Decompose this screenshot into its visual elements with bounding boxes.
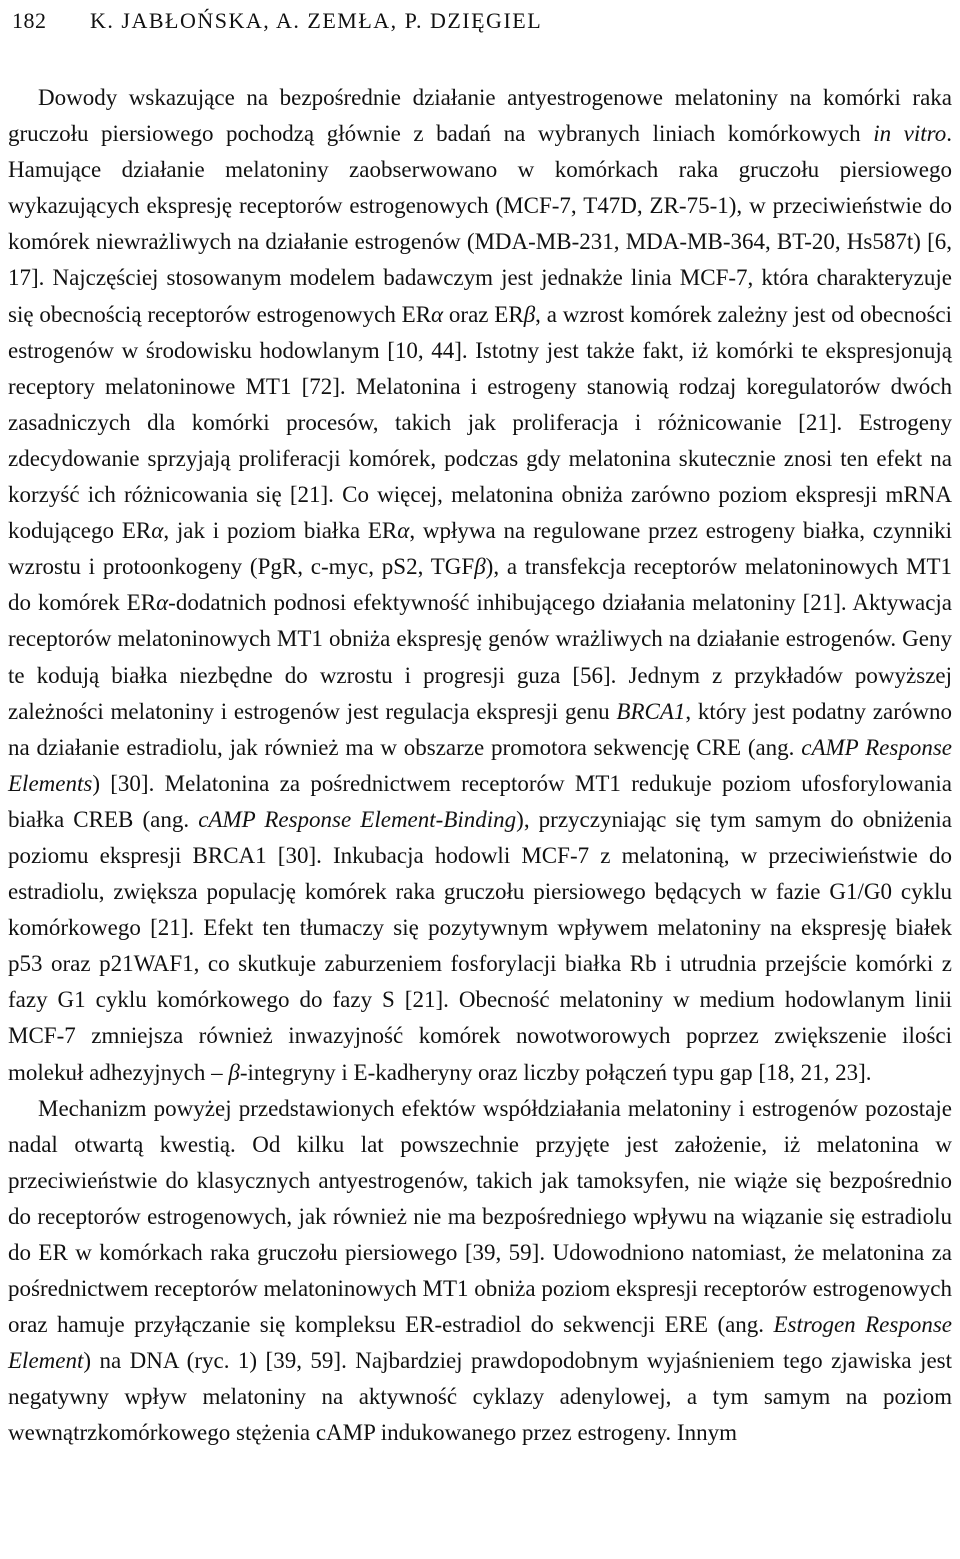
text-span: , jak i poziom białka ER [163, 518, 398, 544]
paragraph-2 [8, 1091, 952, 1452]
text-span: oraz ER [443, 301, 524, 327]
italic-term: Estrogen Response Element [8, 1312, 952, 1374]
body-text [8, 80, 952, 1452]
running-head: K. JABŁOŃSKA, A. ZEMŁA, P. DZIĘGIEL [90, 8, 543, 33]
text-span: ) [30]. Melatonina za pośrednictwem receptorów MT1 redukuje poziom ufosforylowania białka CREB (ang. [8, 770, 952, 832]
greek-symbol: α [431, 301, 444, 327]
page-number: 182 [12, 8, 47, 33]
text-span: ), przyczyniając się tym samym do obniżenia poziomu ekspresji BRCA1 [30]. Inkubacja hodowli MCF-7 z melatoniną, w przeciwieństwie do estradiolu, zwiększa populację komórek raka gruczołu piersiowego będących w fazie G1/G0 cyklu komórkowego [21]. Efekt ten tłumaczy się pozytywnym wpływem melatoniny na ekspresję białek p53 oraz p21WAF1, co skutkuje zaburzeniem fosforylacji białka Rb i utrudnia przejście komórki z fazy G1 cyklu komórkowego do fazy S [21]. Obecność melatoniny w medium hodowlanym linii MCF-7 zmniejsza również inwazyjność komórek nowotworowych poprzez zwiększenie ilości molekuł adhezyjnych – [8, 806, 953, 1085]
text-span: . Hamujące działanie melatoniny zaobserwowano w komórkach raka gruczołu piersiowego wykazujących ekspresję receptorów estrogenowych (MCF-7, T47D, ZR-75-1), w przeciwieństwie do komórek niewrażliwych na działanie estrogenów (MDA-MB-231, MDA-MB-364, BT-20, Hs587t) [6, 17]. Najczęściej stosowanym modelem badawczym jest jednakże linia MCF-7, która charakteryzuje się obecnością receptorów estrogenowych ER [8, 121, 952, 327]
text-span: -integryny i E-kadheryny oraz liczby połączeń typu gap [18, 21, 23]. [239, 1059, 872, 1085]
text-span: -dodatnich podnosi efektywność inhibującego działania melatoniny [21]. Aktywacja receptorów melatoninowych MT1 obniża ekspresję genów wrażliwych na działanie estrogenów. Geny te kodują białka niezbędne do wzrostu i progresji guza [56]. Jednym z przykładów powyższej zależności melatoniny i estrogenów jest regulacja ekspresji genu [8, 590, 952, 724]
text-span: , wpływa na regulowane przez estrogeny białka, czynniki wzrostu i protoonkogeny (PgR, c-myc, pS2, TGF [8, 518, 952, 580]
text-span: , a wzrost komórek zależny jest od obecności estrogenów w środowisku hodowlanym [10, 44]. Istotny jest także fakt, iż komórki te ekspresjonują receptory melatoninowe MT1 [72]. Melatonina i estrogeny stanowią rodzaj koregulatorów dwóch zasadniczych dla komórki procesów, takich jak proliferacja i różnicowanie [21]. Estrogeny zdecydowanie sprzyjają proliferacji komórek, podczas gdy melatonina skutecznie znosi ten efekt na korzyść ich różnicowania się [21]. Co więcej, melatonina obniża zarówno poziom ekspresji mRNA kodującego ER [8, 301, 952, 544]
italic-term: cAMP Response Element-Binding [198, 806, 517, 832]
text-span: Dowody wskazujące na bezpośrednie działanie antyestrogenowe melatoniny na komórki raka gruczołu piersiowego pochodzą głównie z badań na wybranych liniach komórkowych [8, 85, 952, 147]
greek-symbol: β [474, 554, 486, 580]
italic-term: in vitro [873, 121, 947, 147]
text-span: ), a transfekcja receptorów melatoninowych MT1 do komórek ER [8, 554, 952, 616]
greek-symbol: β [523, 301, 536, 327]
italic-term: BRCA1 [616, 698, 686, 724]
greek-symbol: β [228, 1059, 240, 1085]
greek-symbol: α [151, 518, 164, 544]
page-header [12, 8, 948, 38]
greek-symbol: α [156, 590, 169, 616]
text-span: ) na DNA (ryc. 1) [39, 59]. Najbardziej prawdopodobnym wyjaśnieniem tego zjawiska jest negatywny wpływ melatoniny na aktywność cyklazy adenylowej, a tym samym na poziom wewnątrzkomórkowego stężenia cAMP indukowanego przez estrogeny. Innym [8, 1348, 952, 1446]
text-span: , który jest podatny zarówno na działanie estradiolu, jak również ma w obszarze promotora sekwencję CRE (ang. [8, 698, 952, 760]
greek-symbol: α [397, 518, 410, 544]
paragraph-1 [8, 80, 952, 1091]
text-span: Mechanizm powyżej przedstawionych efektów współdziałania melatoniny i estrogenów pozostaje nadal otwartą kwestią. Od kilku lat powszechnie przyjęte jest założenie, iż melatonina w przeciwieństwie do klasycznych antyestrogenów, takich jak tamoksyfen, nie wiąże się bezpośrednio do receptorów estrogenowych, jak również nie ma bezpośredniego wpływu na wiązanie się estradiolu do ER w komórkach raka gruczołu piersiowego [39, 59]. Udowodniono natomiast, że melatonina za pośrednictwem receptorów melatoninowych MT1 obniża poziom ekspresji receptorów estrogenowych oraz hamuje przyłączanie się kompleksu ER-estradiol do sekwencji ERE (ang. [8, 1095, 952, 1338]
italic-term: cAMP Response Elements [8, 734, 952, 796]
